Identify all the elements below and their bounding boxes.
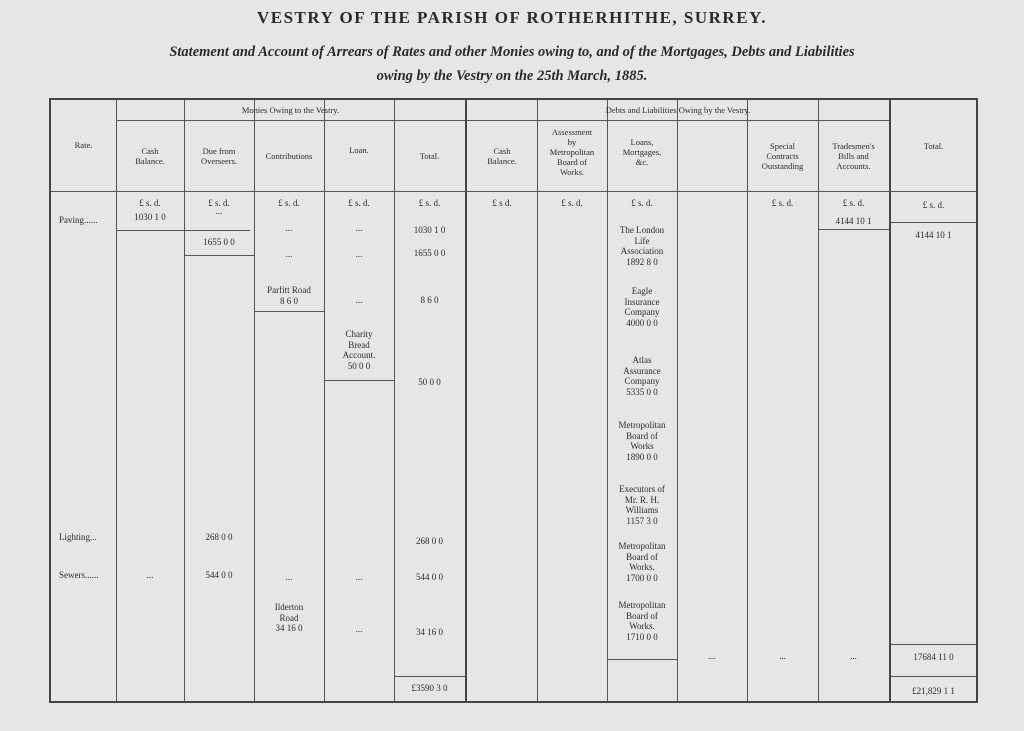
header-text: Special bbox=[769, 141, 796, 151]
cell-rule bbox=[184, 255, 254, 256]
cell-overseers-1655: 1655 0 0 bbox=[203, 237, 235, 247]
header-text: Balance. bbox=[487, 156, 517, 166]
loan-lender-line: Metropolitan bbox=[618, 541, 666, 551]
cell-ilderton-road bbox=[254, 602, 324, 634]
grand-total-owing: £3590 3 0 bbox=[411, 683, 448, 693]
header-contributions: Contributions bbox=[265, 151, 313, 161]
cell-dots: ... bbox=[285, 223, 293, 233]
total-rule bbox=[394, 676, 465, 677]
loan-amount: 1710 0 0 bbox=[626, 631, 658, 642]
cell-total-1655: 1655 0 0 bbox=[413, 248, 446, 258]
lsd-header: £ s. d. bbox=[278, 198, 300, 208]
row-label-paving: Paving...... bbox=[59, 215, 98, 225]
cell-total-parfitt: 8 6 0 bbox=[420, 295, 439, 305]
accounts-table bbox=[49, 98, 978, 703]
header-text: Outstanding bbox=[761, 161, 804, 171]
loan-lender-line: Board of bbox=[626, 430, 658, 441]
cell-total-sewers: 544 0 0 bbox=[416, 572, 443, 582]
header-special-contracts bbox=[747, 141, 818, 171]
loan-lender-line: Company bbox=[624, 307, 660, 317]
header-text: Metropolitan bbox=[549, 147, 595, 157]
loan-lender-line: Metropolitan bbox=[618, 600, 666, 610]
cell-dots: ... bbox=[850, 651, 857, 661]
cell-dots: ... bbox=[146, 570, 154, 580]
lsd-header: £ s d. bbox=[492, 198, 512, 208]
cell-text: 50 0 0 bbox=[347, 360, 371, 371]
loan-entry bbox=[607, 286, 677, 328]
loan-entry bbox=[607, 600, 677, 642]
cell-dots: ... bbox=[355, 223, 363, 233]
cell-text: Account. bbox=[342, 350, 376, 360]
cell-dots: ... bbox=[355, 572, 363, 582]
group-header-owing-by: Debts and Liabilities Owing by the Vestry. bbox=[605, 105, 751, 115]
cell-rule bbox=[254, 311, 324, 312]
cell-text: Ilderton bbox=[274, 602, 304, 612]
loan-lender-line: Executors of bbox=[619, 484, 665, 494]
cell-total-charity: 50 0 0 bbox=[418, 377, 441, 387]
loan-lender-line: The London bbox=[619, 225, 665, 235]
cell-total2-loans: 17684 11 0 bbox=[913, 652, 954, 662]
loan-lender-line: Company bbox=[624, 376, 660, 386]
header-text: Mortgages, bbox=[622, 147, 662, 157]
loan-lender-line: Atlas bbox=[632, 355, 652, 365]
cell-dots: ... bbox=[355, 624, 363, 634]
loan-lender-line: Mr. R. H. bbox=[624, 494, 660, 505]
cell-dots: ... bbox=[355, 295, 363, 305]
loan-entry bbox=[607, 420, 677, 462]
lsd-header: £ s. d. bbox=[348, 198, 370, 208]
loan-lender-line: Works bbox=[630, 441, 654, 451]
header-rule bbox=[51, 191, 976, 192]
header-text: Board of bbox=[557, 157, 587, 167]
header-loans-mortgages bbox=[607, 137, 677, 167]
group-rule bbox=[116, 120, 465, 121]
cell-charity-bread bbox=[324, 329, 394, 371]
loan-lender-line: Assurance bbox=[623, 365, 661, 376]
lsd-header: £ s. d. bbox=[842, 198, 865, 208]
loan-lender-line: Eagle bbox=[631, 286, 653, 296]
row-label-sewers: Sewers...... bbox=[59, 570, 99, 580]
header-text: &c. bbox=[635, 157, 649, 167]
cell-text: Parfitt Road bbox=[267, 285, 311, 295]
lsd-header: £ s. d. bbox=[418, 198, 441, 208]
header-cash-balance-2 bbox=[467, 146, 537, 166]
loan-lender-line: Board of bbox=[626, 551, 658, 562]
cell-dots: ... bbox=[355, 249, 363, 259]
cell-parfitt-road bbox=[254, 285, 324, 306]
cell-dots: ... bbox=[779, 651, 786, 661]
header-text: Cash bbox=[493, 146, 511, 156]
row-label-lighting: Lighting... bbox=[59, 532, 97, 542]
header-text: by bbox=[567, 137, 577, 147]
subtitle-line-1: Statement and Account of Arrears of Rates and other Monies owing to, and of the Mortgages, Debts and Liabilities bbox=[169, 44, 855, 60]
loan-lender-line: Insurance bbox=[624, 296, 660, 307]
lsd-header: £ s. d. bbox=[771, 198, 794, 208]
lsd-header: £ s. d. bbox=[208, 198, 230, 208]
lsd-header: £ s. d. bbox=[561, 198, 583, 208]
loan-amount: 1157 3 0 bbox=[626, 515, 658, 526]
cell-overseers-lighting: 268 0 0 bbox=[205, 532, 233, 542]
cell-total-paving: 1030 1 0 bbox=[413, 225, 446, 235]
cell-rule bbox=[818, 229, 889, 230]
loan-entry bbox=[607, 484, 677, 526]
cell-dots: ... bbox=[285, 249, 293, 259]
cell-total-ilderton: 34 16 0 bbox=[416, 627, 443, 637]
header-total-2: Total. bbox=[923, 141, 944, 151]
lsd-header: £ s. d. bbox=[139, 198, 161, 208]
header-rate: Rate. bbox=[74, 140, 93, 150]
loan-lender-line: Life bbox=[634, 235, 650, 246]
header-cash-balance bbox=[116, 146, 184, 166]
grand-total-debts: £21,829 1 1 bbox=[912, 686, 955, 696]
header-text: Tradesmen's bbox=[832, 141, 875, 151]
cell-rule bbox=[324, 380, 394, 381]
header-assessment bbox=[537, 127, 607, 177]
document-subtitle bbox=[40, 40, 984, 88]
group-header-owing-to: Monies Owing to the Vestry. bbox=[241, 105, 340, 115]
cell-text: Road bbox=[279, 612, 299, 623]
header-text: Loans, bbox=[630, 137, 654, 147]
cell-tradesmen-paving: 4144 10 1 bbox=[835, 216, 872, 226]
loan-entry bbox=[607, 225, 677, 267]
header-loan: Loan. bbox=[349, 145, 369, 155]
header-text: Cash bbox=[141, 146, 159, 156]
cell-cash-paving: 1030 1 0 bbox=[134, 212, 166, 222]
subtitle-line-2: owing by the Vestry on the 25th March, 1885. bbox=[376, 68, 648, 84]
header-total: Total. bbox=[419, 151, 440, 161]
cell-text: 34 16 0 bbox=[275, 623, 303, 633]
group-rule bbox=[467, 120, 889, 121]
loan-lender-line: Board of bbox=[626, 610, 658, 621]
cell-dots: ... bbox=[708, 651, 716, 661]
header-text: Balance. bbox=[135, 156, 165, 166]
header-tradesmen-bills bbox=[818, 141, 889, 171]
header-text: Overseers. bbox=[200, 156, 238, 166]
document-title: VESTRY OF THE PARISH OF ROTHERHITHE, SURREY. bbox=[256, 8, 767, 27]
loan-lender-line: Williams bbox=[625, 505, 659, 515]
loan-amount: 5335 0 0 bbox=[626, 386, 658, 397]
header-text: Due from bbox=[202, 146, 236, 156]
loan-amount: 4000 0 0 bbox=[626, 317, 658, 328]
cell-rule bbox=[891, 222, 976, 223]
header-text: Contracts bbox=[766, 151, 799, 161]
loan-lender-line: Works. bbox=[629, 562, 655, 572]
loan-lender-line: Association bbox=[620, 246, 664, 256]
cell-text: Charity bbox=[345, 329, 373, 339]
cell-overseers-sewers: 544 0 0 bbox=[205, 570, 233, 580]
loan-amount: 1892 8 0 bbox=[626, 256, 658, 267]
loan-entry bbox=[607, 541, 677, 583]
header-text: Works. bbox=[559, 167, 585, 177]
cell-text: Bread bbox=[348, 339, 370, 350]
loan-lender-line: Works. bbox=[629, 621, 655, 631]
cell-dots: ... bbox=[215, 206, 223, 216]
total-rule bbox=[891, 676, 976, 677]
header-text: Assessment bbox=[551, 127, 593, 137]
cell-total2-paving: 4144 10 1 bbox=[915, 230, 952, 240]
cell-rule bbox=[607, 659, 677, 660]
lsd-header: £ s. d. bbox=[631, 198, 653, 208]
header-text: Bills and bbox=[838, 151, 869, 161]
cell-text: 8 6 0 bbox=[280, 295, 298, 306]
cell-rule bbox=[891, 644, 976, 645]
loan-lender-line: Metropolitan bbox=[618, 420, 666, 430]
loan-entry bbox=[607, 355, 677, 397]
loan-amount: 1890 0 0 bbox=[626, 451, 658, 462]
lsd-header: £ s. d. bbox=[922, 200, 945, 210]
loan-amount: 1700 0 0 bbox=[626, 572, 658, 583]
header-text: Accounts. bbox=[836, 161, 871, 171]
cell-rule bbox=[116, 230, 250, 231]
header-due-overseers bbox=[184, 146, 254, 166]
cell-total-lighting: 268 0 0 bbox=[416, 536, 443, 546]
cell-dots: ... bbox=[285, 572, 293, 582]
